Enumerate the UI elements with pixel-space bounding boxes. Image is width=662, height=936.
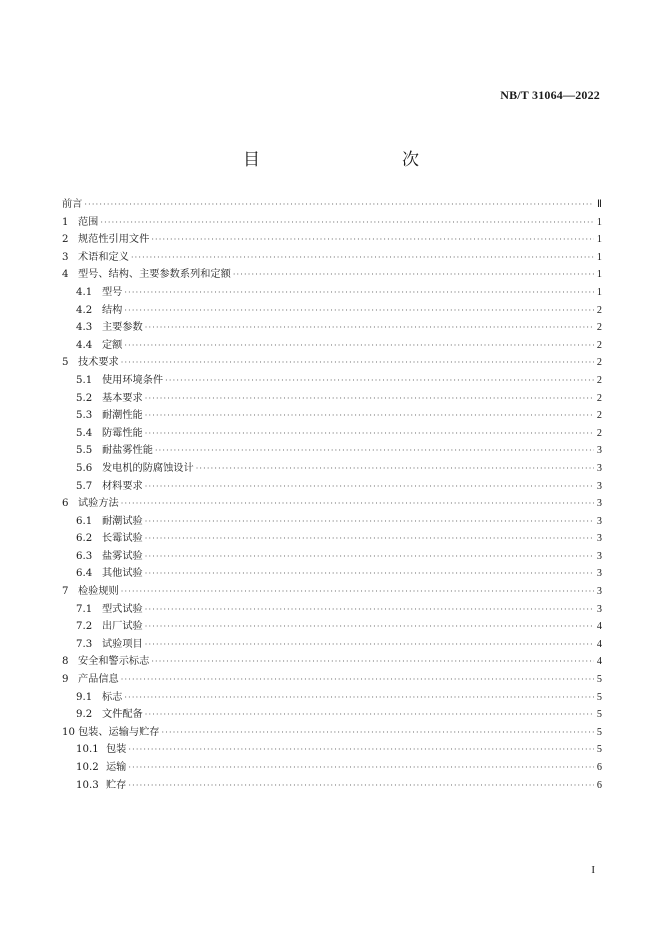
dot-leader: [151, 231, 594, 249]
toc-entry-page: 3: [596, 480, 602, 492]
toc-entry-page: 5: [596, 674, 602, 686]
dot-leader: [155, 442, 594, 460]
dot-leader: [124, 302, 594, 320]
dot-leader: [121, 583, 594, 601]
toc-entry-title: 包装: [106, 744, 127, 756]
toc-entry[interactable]: [62, 724, 602, 742]
toc-entry-number: 1: [62, 216, 69, 228]
toc-entry[interactable]: [62, 425, 602, 443]
toc-entry-number: 5.6: [76, 462, 93, 474]
toc-entry-page: 4: [596, 621, 602, 633]
toc-entry[interactable]: [62, 372, 602, 390]
dot-leader: [233, 266, 594, 284]
toc-entry-page: 3: [596, 533, 602, 545]
toc-entry[interactable]: [62, 495, 602, 513]
dot-leader: [145, 319, 594, 337]
toc-entry-number: 6.3: [76, 550, 93, 562]
toc-entry[interactable]: [62, 196, 602, 214]
toc-entry-number: 5.7: [76, 480, 93, 492]
toc-entry-page: 2: [596, 374, 602, 386]
toc-entry-title: 规范性引用文件: [78, 234, 150, 246]
toc-entry-number: 6.4: [76, 568, 93, 580]
toc-entry-number: 7.2: [76, 621, 93, 633]
toc-entry-title: 检验规则: [78, 586, 119, 598]
toc-entry-title: 试验方法: [78, 498, 119, 510]
dot-leader: [84, 196, 594, 214]
toc-entry-title: 出厂试验: [102, 621, 143, 633]
toc-entry-page: 2: [596, 322, 602, 334]
toc-entry-title: 术语和定义: [78, 251, 129, 263]
toc-entry-title: 试验项目: [102, 638, 143, 650]
toc-entry-title: 型号、结构、主要参数系列和定额: [78, 269, 231, 281]
toc-entry-number: 2: [62, 234, 69, 246]
dot-leader: [121, 495, 594, 513]
toc-entry-number: 9.1: [76, 691, 93, 703]
dot-leader: [145, 636, 594, 654]
toc-entry-title: 防霉性能: [102, 427, 143, 439]
toc-entry-title: 标志: [102, 691, 123, 703]
toc-entry[interactable]: [62, 689, 602, 707]
toc-entry-page: 5: [596, 691, 602, 703]
toc-entry[interactable]: [62, 530, 602, 548]
toc-entry[interactable]: [62, 601, 602, 619]
toc-entry-page: 2: [596, 304, 602, 316]
dot-leader: [145, 530, 594, 548]
toc-entry-number: 8: [62, 656, 69, 668]
toc-entry-number: 5.3: [76, 410, 93, 422]
toc-entry-number: 4.1: [76, 286, 93, 298]
dot-leader: [145, 513, 594, 531]
toc-entry-number: 10.2: [76, 762, 99, 773]
toc-entry[interactable]: [62, 706, 602, 724]
toc-entry-number: 10.3: [76, 779, 99, 791]
toc-entry-page: 3: [596, 445, 602, 457]
dot-leader: [121, 671, 594, 689]
dot-leader: [128, 759, 594, 777]
toc-entry-number: 9: [62, 674, 69, 686]
toc-entry-number: 5: [62, 357, 69, 369]
toc-entry-page: Ⅱ: [596, 199, 602, 210]
toc-entry-page: 1: [596, 269, 602, 281]
toc-entry-number: 6.2: [76, 533, 93, 545]
toc-entry[interactable]: [62, 636, 602, 654]
toc-entry-title: 贮存: [106, 779, 127, 791]
toc-entry-page: 2: [596, 339, 602, 351]
toc-entry-title: 包装、运输与贮存: [78, 726, 160, 738]
toc-entry-title: 定额: [102, 339, 123, 351]
toc-entry-number: 7.3: [76, 638, 93, 650]
toc-entry-number: 5.4: [76, 427, 93, 439]
toc-entry[interactable]: [62, 442, 602, 460]
dot-leader: [145, 565, 594, 583]
toc-entry-page: 5: [596, 744, 602, 756]
toc-entry-number: 4.2: [76, 304, 93, 316]
toc-entry-number: 10: [62, 726, 75, 738]
dot-leader: [128, 777, 594, 795]
toc-entry-title: 文件配备: [102, 709, 143, 721]
toc-entry[interactable]: [62, 759, 602, 777]
dot-leader: [131, 249, 594, 267]
toc-entry-number: 4.4: [76, 339, 93, 351]
toc-entry-page: 1: [596, 216, 602, 228]
dot-leader: [124, 689, 594, 707]
toc-entry-page: 6: [596, 762, 602, 773]
toc-entry-page: 1: [596, 286, 602, 298]
toc-entry[interactable]: [62, 671, 602, 689]
toc-entry-title: 技术要求: [78, 357, 119, 369]
toc-entry-page: 4: [596, 638, 602, 650]
toc-entry-page: 2: [596, 410, 602, 422]
toc-entry[interactable]: [62, 319, 602, 337]
toc-entry-title: 耐潮性能: [102, 410, 143, 422]
toc-entry-page: 3: [596, 586, 602, 598]
toc-entry-page: 3: [596, 462, 602, 474]
dot-leader: [145, 425, 594, 443]
toc-entry-number: 10.1: [76, 744, 99, 756]
dot-leader: [165, 372, 594, 390]
toc-entry-page: 1: [596, 251, 602, 263]
toc-entry[interactable]: [62, 565, 602, 583]
toc-entry[interactable]: [62, 741, 602, 759]
toc-entry[interactable]: [62, 513, 602, 531]
dot-leader: [196, 460, 594, 478]
dot-leader: [145, 390, 594, 408]
toc-entry-page: 4: [596, 656, 602, 668]
toc-entry[interactable]: [62, 337, 602, 355]
toc-entry-number: 5.5: [76, 445, 93, 457]
toc-entry[interactable]: [62, 618, 602, 636]
page-number: I: [591, 864, 595, 876]
toc-entry[interactable]: [62, 653, 602, 671]
toc-entry-number: 4.3: [76, 322, 93, 334]
toc-entry-title: 范围: [78, 216, 99, 228]
dot-leader: [145, 706, 594, 724]
page-title: 目 次: [243, 150, 455, 170]
toc-entry-page: 3: [596, 550, 602, 562]
dot-leader: [151, 653, 594, 671]
dot-leader: [124, 284, 594, 302]
toc-entry-number: 4: [62, 269, 69, 281]
toc-entry-page: 3: [596, 515, 602, 527]
toc-entry-number: 6.1: [76, 515, 93, 527]
toc-entry-page: 5: [596, 726, 602, 738]
toc-entry-title: 材料要求: [102, 480, 143, 492]
toc-entry-title: 型号: [102, 286, 123, 298]
toc-entry[interactable]: [62, 548, 602, 566]
toc-entry[interactable]: [62, 777, 602, 795]
toc-entry-title: 基本要求: [102, 392, 143, 404]
toc-entry[interactable]: [62, 390, 602, 408]
toc-entry-title: 耐潮试验: [102, 515, 143, 527]
toc-entry-title: 型式试验: [102, 603, 143, 615]
toc-entry-number: 6: [62, 498, 69, 510]
toc-entry-title: 结构: [102, 304, 123, 316]
toc-entry[interactable]: [62, 407, 602, 425]
toc-entry-title: 使用环境条件: [102, 374, 164, 386]
toc-entry-page: 5: [596, 709, 602, 721]
toc-entry-title: 耐盐雾性能: [102, 445, 153, 457]
toc-entry-page: 3: [596, 603, 602, 615]
toc-entry-title: 发电机的防腐蚀设计: [102, 462, 194, 474]
dot-leader: [121, 354, 594, 372]
toc-entry[interactable]: [62, 478, 602, 496]
dot-leader: [124, 337, 594, 355]
standard-code: NB/T 31064—2022: [500, 88, 600, 102]
toc-entry-title: 运输: [106, 762, 127, 773]
toc-entry[interactable]: [62, 231, 602, 249]
toc-entry-number: 5.2: [76, 392, 93, 404]
dot-leader: [145, 407, 594, 425]
toc-entry-page: 6: [596, 779, 602, 791]
toc-entry-title: 产品信息: [78, 674, 119, 686]
toc-entry[interactable]: [62, 249, 602, 267]
toc-entry[interactable]: [62, 583, 602, 601]
dot-leader: [145, 601, 594, 619]
toc-entry-title: 长霉试验: [102, 533, 143, 545]
toc-entry-page: 3: [596, 498, 602, 510]
toc-entry-title: 盐雾试验: [102, 550, 143, 562]
toc-entry-title: 安全和警示标志: [78, 656, 150, 668]
toc-entry-number: 7.1: [76, 603, 93, 615]
toc-entry-number: 3: [62, 251, 69, 263]
toc-entry[interactable]: [62, 354, 602, 372]
dot-leader: [145, 478, 594, 496]
toc-entry-title: 前言: [62, 199, 83, 210]
toc-entry-page: 1: [596, 234, 602, 246]
toc-entry-title: 其他试验: [102, 568, 143, 580]
toc-entry[interactable]: [62, 214, 602, 232]
toc-entry[interactable]: [62, 266, 602, 284]
dot-leader: [145, 548, 594, 566]
toc-entry-title: 主要参数: [102, 322, 143, 334]
toc-entry-number: 9.2: [76, 709, 93, 721]
toc-entry-page: 3: [596, 568, 602, 580]
dot-leader: [162, 724, 595, 742]
toc-entry[interactable]: [62, 302, 602, 320]
toc-entry-number: 7: [62, 586, 69, 598]
dot-leader: [128, 741, 594, 759]
dot-leader: [100, 214, 594, 232]
table-of-contents: [62, 196, 602, 794]
toc-entry-page: 2: [596, 357, 602, 369]
toc-entry-page: 2: [596, 427, 602, 439]
toc-entry[interactable]: [62, 284, 602, 302]
toc-entry-number: 5.1: [76, 374, 93, 386]
dot-leader: [145, 618, 594, 636]
toc-entry[interactable]: [62, 460, 602, 478]
toc-entry-page: 2: [596, 392, 602, 404]
